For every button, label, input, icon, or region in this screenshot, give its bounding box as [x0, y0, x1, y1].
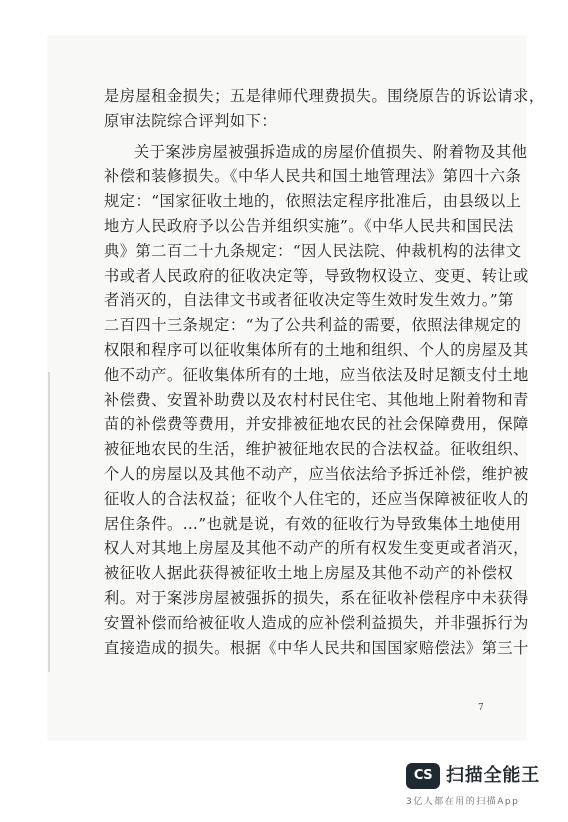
text-line-3: 关于案涉房屋被强拆造成的房屋价值损失、附着物及其他: [134, 142, 528, 161]
text-line-15: 被征地农民的生活，维护被征地农民的合法权益。征收组织、: [104, 440, 529, 459]
text-line-10: 二百四十三条规定：“为了公共利益的需要，依照法律规定的: [104, 316, 522, 335]
text-line-11: 权限和程序可以征收集体所有的土地和组织、个人的房屋及其: [104, 340, 529, 359]
text-line-2: 原审法院综合评判如下：: [104, 111, 278, 130]
watermark-title: 扫描全能王: [446, 765, 540, 786]
cs-logo-icon: CS: [406, 763, 440, 789]
text-line-23: 直接造成的损失。根据《中华人民共和国国家赔偿法》第三十: [104, 638, 529, 657]
text-line-5: 规定：“国家征收土地的，依照法定程序批准后，由县级以上: [104, 192, 522, 211]
watermark-subtitle: 3亿人都在用的扫描App: [406, 797, 520, 807]
text-line-13: 补偿费、安置补助费以及农村村民住宅、其他地上附着物和青: [104, 390, 529, 409]
text-line-12: 他不动产。征收集体所有的土地，应当依法及时足额支付土地: [104, 365, 529, 384]
page-number: 7: [478, 703, 484, 713]
text-line-17: 征收人的合法权益；征收个人住宅的，还应当保障被征收人的: [104, 489, 529, 508]
text-line-20: 被征收人据此获得被征收土地上房屋及其他不动产的补偿权: [104, 564, 514, 583]
text-line-19: 权人对其地上房屋及其他不动产的所有权发生变更或者消灭，: [104, 539, 529, 558]
text-line-16: 个人的房屋以及其他不动产，应当依法给予拆迁补偿，维护被: [104, 464, 529, 483]
text-line-14: 苗的补偿费等费用，并安排被征地农民的社会保障费用，保障: [104, 415, 529, 434]
camscanner-watermark: [406, 763, 552, 813]
text-line-18: 居住条件。…”也就是说，有效的征收行为导致集体土地使用: [104, 514, 522, 533]
text-line-1: 是房屋租金损失；五是律师代理费损失。围绕原告的诉讼请求，: [104, 87, 545, 105]
document-text: [104, 84, 545, 660]
scan-edge-shadow: [48, 372, 50, 672]
text-line-9: 者消灭的，自法律文书或者征收决定等生效时发生效力。”第: [104, 291, 514, 310]
text-line-22: 安置补偿而给被征收人造成的应补偿利益损失，并非强拆行为: [104, 613, 529, 632]
text-line-6: 地方人民政府予以公告并组织实施”。《中华人民共和国民法: [104, 216, 514, 235]
text-line-21: 利。对于案涉房屋被强拆的损失，系在征收补偿程序中未获得: [104, 588, 529, 607]
text-line-7: 典》第二百二十九条规定：“因人民法院、仲裁机构的法律文: [104, 241, 522, 260]
text-line-8: 书或者人民政府的征收决定等，导致物权设立、变更、转让或: [104, 266, 529, 285]
text-line-4: 补偿和装修损失。《中华人民共和国土地管理法》第四十六条: [104, 167, 522, 186]
